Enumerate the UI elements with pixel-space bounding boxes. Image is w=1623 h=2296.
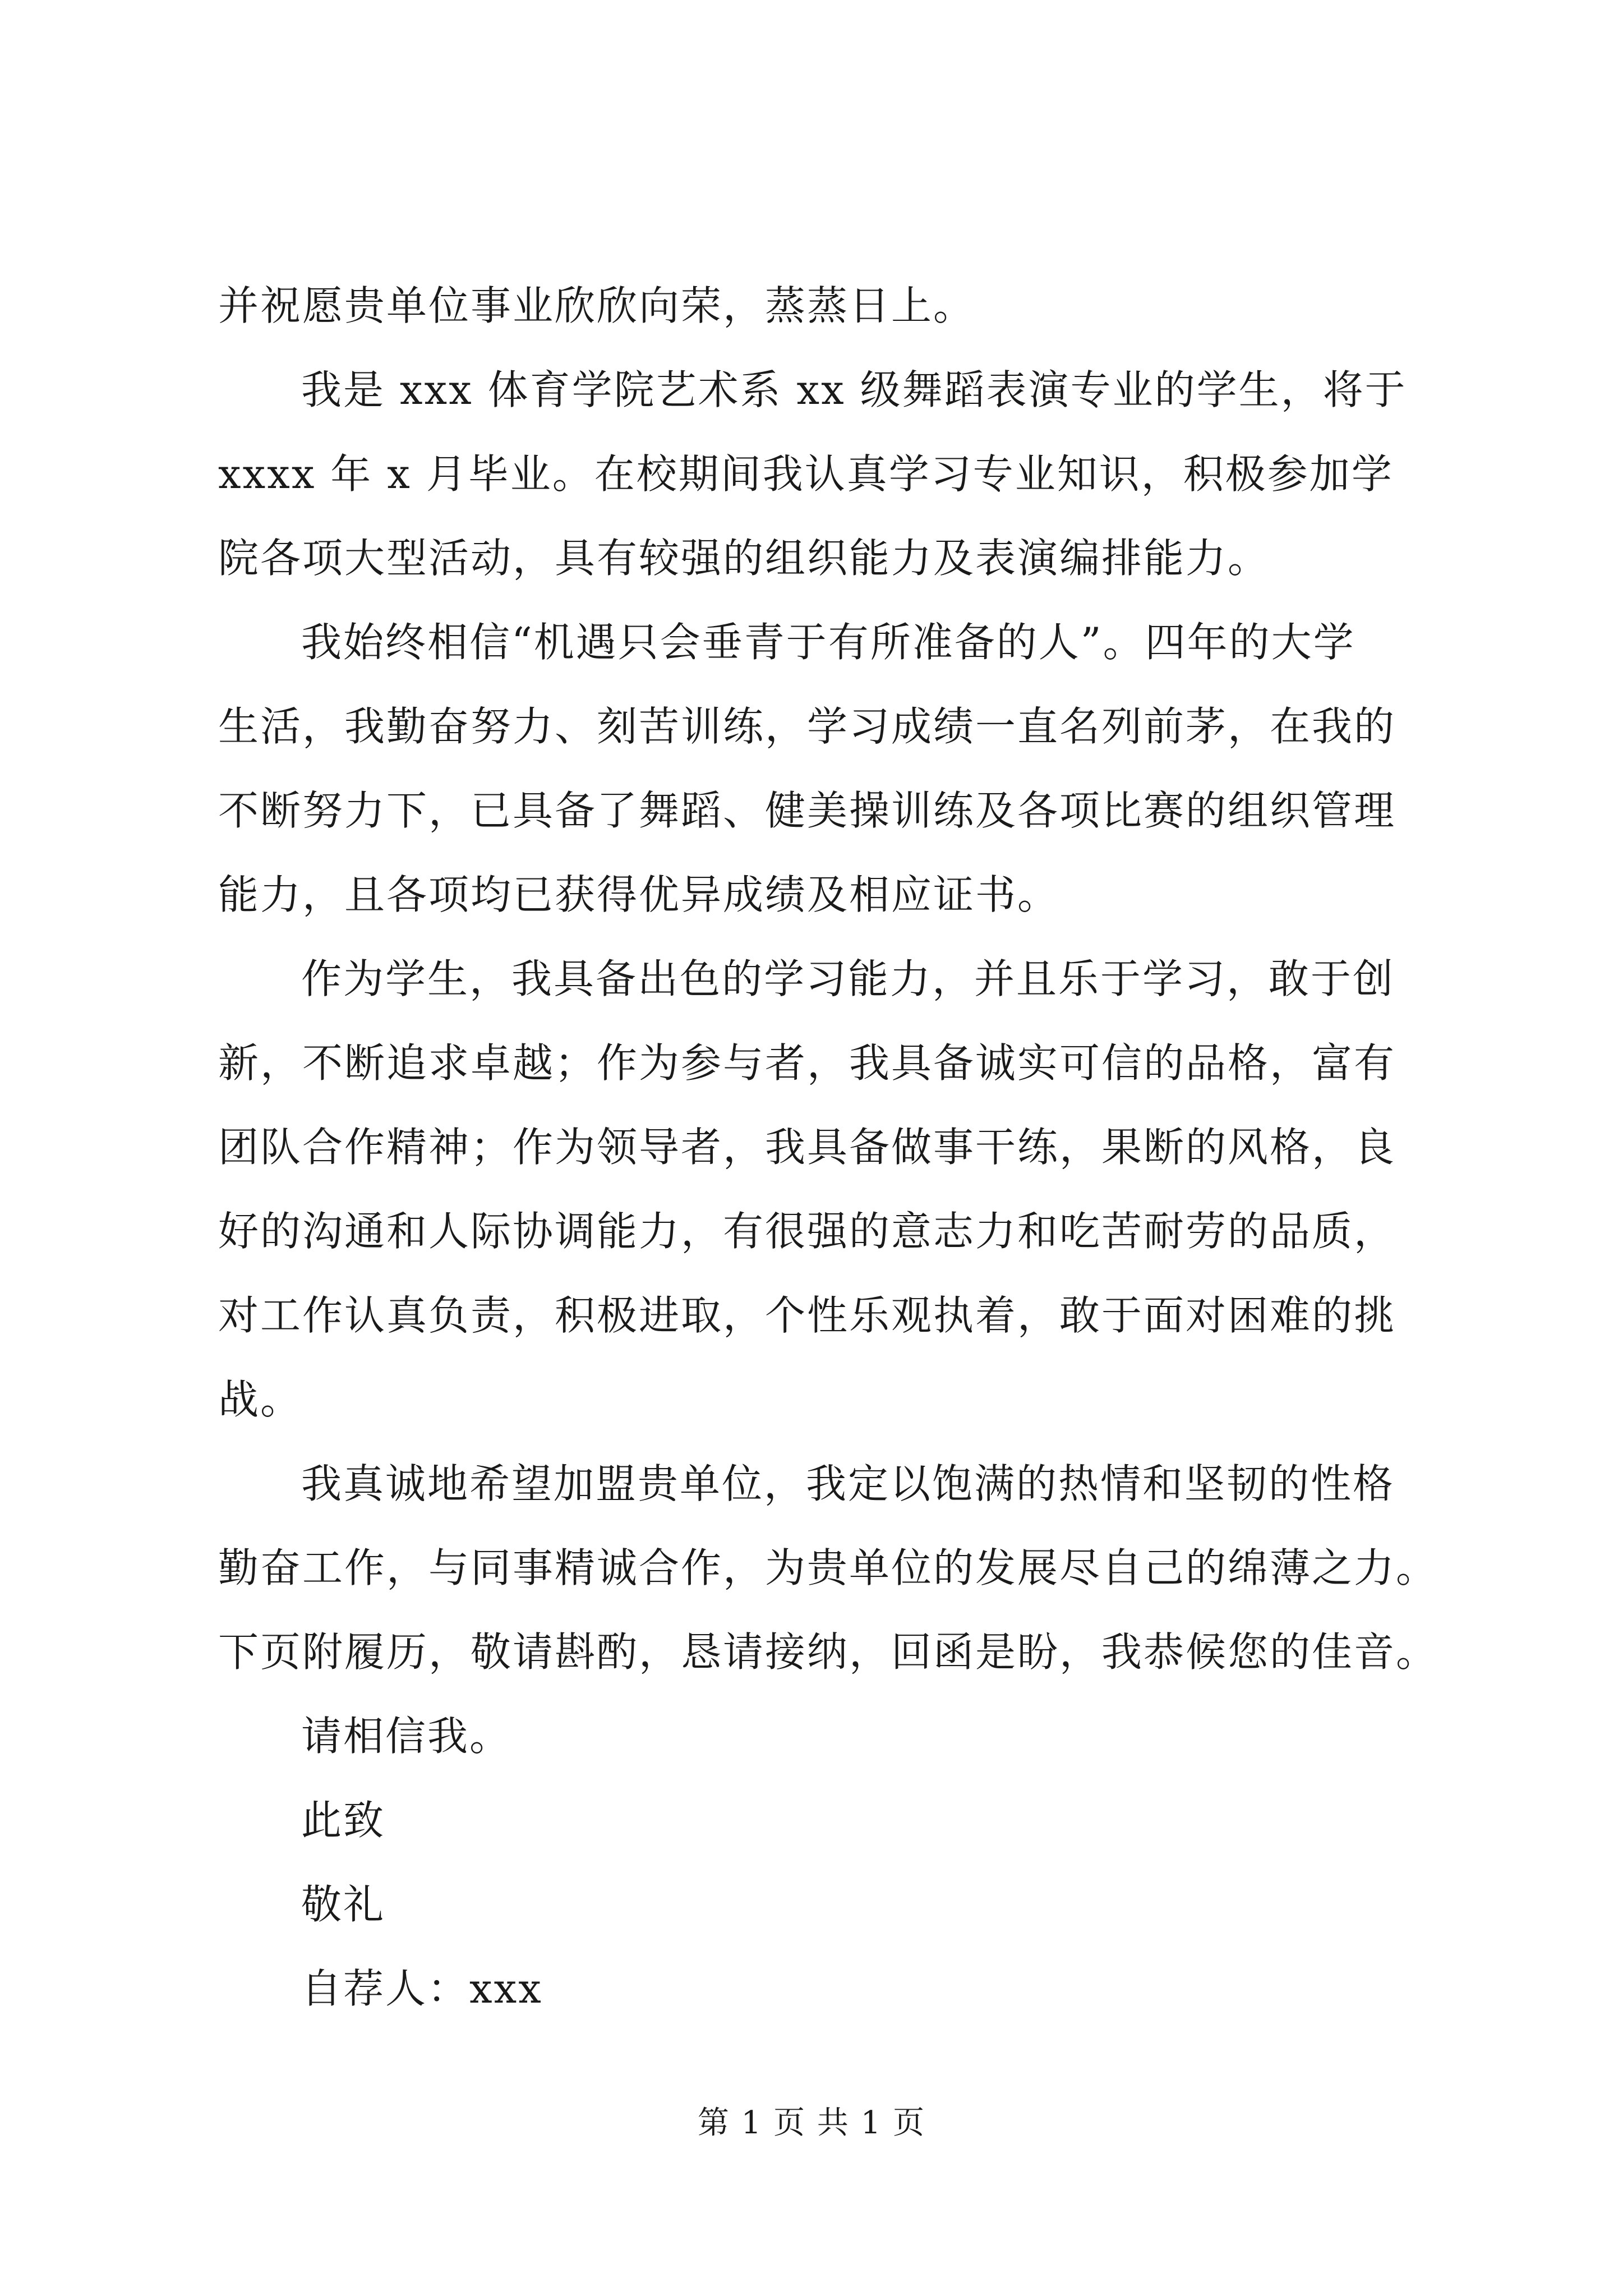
signature-line: 自荐人：xxx xyxy=(301,1965,543,2012)
text-line: 战。 xyxy=(218,1376,303,1423)
text-line: 院各项大型活动，具有较强的组织能力及表演编排能力。 xyxy=(218,535,1270,582)
paragraph-start-line: 我是 xxx 体育学院艺术系 xx 级舞蹈表演专业的学生，将于 xyxy=(301,366,1407,413)
paragraph-start-line: 作为学生，我具备出色的学习能力，并且乐于学习，敢于创 xyxy=(301,955,1395,1002)
text-line: 好的沟通和人际协调能力，有很强的意志力和吃苦耐劳的品质， xyxy=(218,1208,1396,1255)
closing-line: 请相信我。 xyxy=(301,1713,512,1760)
paragraph-start-line: 我始终相信“机遇只会垂青于有所准备的人”。四年的大学 xyxy=(301,619,1355,666)
salutation-line: 此致 xyxy=(301,1797,386,1844)
letter-body xyxy=(218,264,1438,2031)
text-line: 下页附履历，敬请斟酌，恳请接纳，回函是盼，我恭候您的佳音。 xyxy=(218,1628,1438,1676)
text-line: 新，不断追求卓越；作为参与者，我具备诚实可信的品格，富有 xyxy=(218,1039,1396,1087)
text-line: xxxx 年 x 月毕业。在校期间我认真学习专业知识，积极参加学 xyxy=(218,450,1394,498)
text-line: 并祝愿贵单位事业欣欣向荣，蒸蒸日上。 xyxy=(218,282,976,329)
page-number-footer: 第 1 页 共 1 页 xyxy=(697,2105,926,2141)
text-line: 不断努力下，已具备了舞蹈、健美操训练及各项比赛的组织管理 xyxy=(218,787,1396,834)
paragraph-start-line: 我真诚地希望加盟贵单位，我定以饱满的热情和坚韧的性格 xyxy=(301,1460,1395,1507)
salutation-line: 敬礼 xyxy=(301,1881,386,1928)
text-line: 对工作认真负责，积极进取，个性乐观执着，敢于面对困难的挑 xyxy=(218,1292,1396,1339)
text-line: 生活，我勤奋努力、刻苦训练，学习成绩一直名列前茅，在我的 xyxy=(218,703,1396,750)
text-line: 勤奋工作，与同事精诚合作，为贵单位的发展尽自己的绵薄之力。 xyxy=(218,1544,1438,1591)
text-line: 能力，且各项均已获得优异成绩及相应证书。 xyxy=(218,871,1060,918)
text-line: 团队合作精神；作为领导者，我具备做事干练，果断的风格，良 xyxy=(218,1124,1396,1171)
